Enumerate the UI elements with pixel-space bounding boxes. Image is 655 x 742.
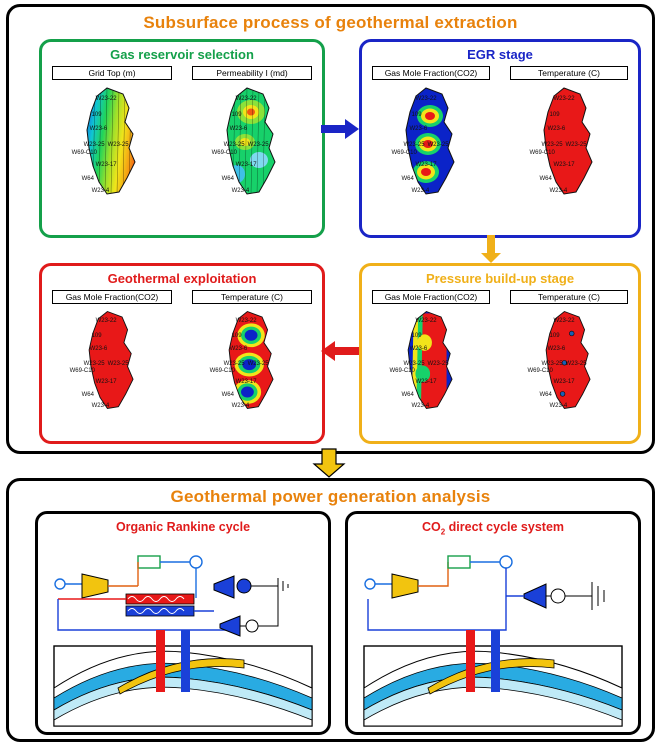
well-label: W69-C10 [389, 368, 415, 374]
well-label: W23-6 [547, 346, 566, 352]
cycle-title-co2-pre: CO [421, 520, 441, 534]
co2-direct-cycle-diagram [345, 511, 641, 735]
well-label: W23-22 [553, 96, 575, 102]
organic-rankine-cycle-diagram [35, 511, 331, 735]
well-label: W64 [401, 176, 414, 182]
well-label: W69-C10 [211, 150, 237, 156]
well-label: W69-C10 [391, 150, 417, 156]
well-label: W23-25 [565, 361, 587, 367]
well-label: W64 [81, 176, 94, 182]
map-image-co2-egr [368, 82, 495, 200]
well-label: W23-25 [403, 361, 425, 367]
well-label: W23-25 [403, 142, 425, 148]
well-label: 109 [411, 333, 422, 339]
well-label: W23-4 [549, 403, 568, 409]
well-label: W23-6 [89, 346, 108, 352]
well-label: 109 [231, 112, 242, 118]
well-label: W23-22 [235, 318, 257, 324]
well-label: 109 [549, 333, 560, 339]
map-image-temperature-egr [506, 82, 633, 200]
well-label: W23-6 [229, 126, 248, 132]
well-label: W23-25 [541, 142, 563, 148]
map-group-pressure [362, 290, 638, 414]
map-group-egr [362, 66, 638, 200]
well-label: W69-C10 [529, 150, 555, 156]
well-label: W23-6 [89, 126, 108, 132]
map-label-permeability: Permeability I (md) [192, 66, 312, 80]
well-label: W23-22 [235, 96, 257, 102]
well-label: W64 [539, 392, 552, 398]
well-label: W23-17 [95, 162, 117, 168]
map-image-permeability [188, 82, 317, 200]
map-label-co2-egr: Gas Mole Fraction(CO2) [372, 66, 491, 80]
well-label: W23-25 [427, 361, 449, 367]
well-label: W69-C10 [71, 150, 97, 156]
stage-title-gas-reservoir-selection: Gas reservoir selection [110, 47, 254, 62]
arrow-egr-to-pressure [479, 233, 503, 270]
well-label: W23-4 [91, 188, 110, 194]
well-label: W23-25 [247, 361, 269, 367]
well-label: W23-6 [547, 126, 566, 132]
cycle-title-co2-sub: 2 [440, 527, 446, 537]
well-label: W23-4 [91, 403, 110, 409]
map-permeability [188, 66, 317, 200]
well-label: W23-22 [95, 318, 117, 324]
well-label: W23-25 [541, 361, 563, 367]
well-label: 109 [411, 112, 422, 118]
subsurface-process-panel [6, 4, 655, 454]
map-temperature-geothermal [188, 290, 317, 414]
map-grid-top [48, 66, 177, 200]
well-label: W23-25 [83, 142, 105, 148]
well-label: W23-22 [553, 318, 575, 324]
well-label: W23-4 [231, 188, 250, 194]
map-image-co2-pressure [368, 306, 495, 414]
well-label: W64 [221, 392, 234, 398]
stage-pressure-build-up [359, 263, 641, 444]
well-label: W23-6 [409, 126, 428, 132]
well-label: W23-25 [223, 361, 245, 367]
map-co2-egr [368, 66, 495, 200]
well-label: W23-25 [107, 361, 129, 367]
map-label-co2-geothermal: Gas Mole Fraction(CO2) [52, 290, 172, 304]
well-label: W23-17 [415, 162, 437, 168]
well-label: W23-25 [223, 142, 245, 148]
power-generation-panel [6, 478, 655, 742]
bottom-panel-title: Geothermal power generation analysis [170, 487, 491, 506]
map-image-grid-top [48, 82, 177, 200]
well-label: W23-25 [565, 142, 587, 148]
well-label: W23-17 [553, 379, 575, 385]
well-label: W23-25 [83, 361, 105, 367]
map-label-grid-top: Grid Top (m) [52, 66, 172, 80]
well-label: W23-6 [409, 346, 428, 352]
map-image-co2-geothermal [48, 306, 177, 414]
stage-geothermal-exploitation [39, 263, 325, 444]
co2-schematic [348, 538, 638, 730]
well-label: W23-17 [415, 379, 437, 385]
well-label: W23-25 [427, 142, 449, 148]
map-label-temperature-pressure: Temperature (C) [510, 290, 629, 304]
map-image-temperature-pressure [506, 306, 633, 414]
map-group-geothermal [42, 290, 322, 414]
map-label-temperature-egr: Temperature (C) [510, 66, 629, 80]
well-label: W64 [401, 392, 414, 398]
well-label: W23-17 [95, 379, 117, 385]
cycle-title-co2-post: direct cycle system [445, 520, 565, 534]
well-label: W23-4 [411, 403, 430, 409]
well-label: W23-25 [107, 142, 129, 148]
stage-egr [359, 39, 641, 238]
well-label: W23-25 [247, 142, 269, 148]
well-label: W23-17 [553, 162, 575, 168]
well-label: W23-22 [415, 318, 437, 324]
map-image-temperature-geothermal [188, 306, 317, 414]
well-label: W64 [221, 176, 234, 182]
well-label: 109 [231, 333, 242, 339]
well-label: W69-C10 [527, 368, 553, 374]
stage-gas-reservoir-selection [39, 39, 325, 238]
well-label: W23-17 [235, 379, 257, 385]
well-label: W23-4 [231, 403, 250, 409]
well-label: 109 [91, 333, 102, 339]
well-label: 109 [549, 112, 560, 118]
well-label: 109 [91, 112, 102, 118]
map-co2-pressure [368, 290, 495, 414]
well-label: W69-C10 [209, 368, 235, 374]
stage-title-egr: EGR stage [467, 47, 533, 62]
top-panel-title: Subsurface process of geothermal extraction [143, 13, 518, 32]
well-label: W23-4 [411, 188, 430, 194]
well-label: W64 [539, 176, 552, 182]
stage-title-pressure-build-up: Pressure build-up stage [425, 271, 575, 286]
arrow-pressure-to-geothermal [319, 339, 361, 368]
well-label: W23-17 [235, 162, 257, 168]
orc-schematic [38, 538, 328, 730]
map-temperature-pressure [506, 290, 633, 414]
stage-title-geothermal-exploitation: Geothermal exploitation [107, 271, 257, 286]
map-co2-geothermal [48, 290, 177, 414]
well-label: W23-4 [549, 188, 568, 194]
map-label-temperature-geothermal: Temperature (C) [192, 290, 312, 304]
well-label: W23-22 [95, 96, 117, 102]
well-label: W23-6 [229, 346, 248, 352]
cycle-title-orc: Organic Rankine cycle [115, 520, 251, 534]
well-label: W64 [81, 392, 94, 398]
well-label: W23-22 [415, 96, 437, 102]
map-temperature-egr [506, 66, 633, 200]
well-label: W69-C10 [69, 368, 95, 374]
map-group-gas [42, 66, 322, 200]
map-label-co2-pressure: Gas Mole Fraction(CO2) [372, 290, 491, 304]
cycle-title-co2 [348, 520, 638, 537]
arrow-gas-to-egr [319, 117, 361, 146]
